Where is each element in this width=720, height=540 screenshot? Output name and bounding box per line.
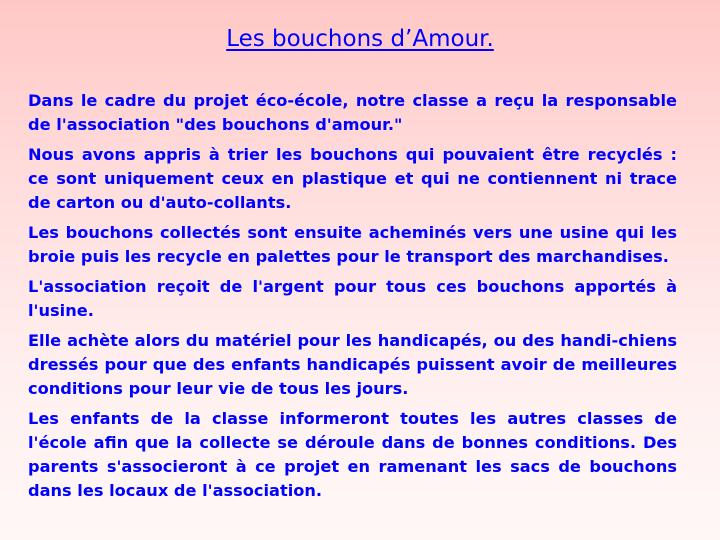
paragraph-1: Dans le cadre du projet éco-école, notre classe a reçu la responsable de l'association "des bouchons d'amour." <box>28 91 677 134</box>
slide-title: Les bouchons d’Amour. <box>226 26 494 52</box>
paragraph-4: L'association reçoit de l'argent pour tous ces bouchons apportés à l'usine. <box>28 277 677 320</box>
paragraph-2: Nous avons appris à trier les bouchons qui pouvaient être recyclés : ce sont uniquement ceux en plastique et qui ne contiennent ni trace de carton ou d'auto-collants. <box>28 145 677 212</box>
paragraph-3: Les bouchons collectés sont ensuite acheminés vers une usine qui les broie puis les recycle en palettes pour le transport des marchandises. <box>28 223 677 266</box>
paragraph-6: Les enfants de la classe informeront toutes les autres classes de l'école afin que la collecte se déroule dans de bonnes conditions. Des parents s'associeront à ce projet en ramenant les sacs de bouchons dans les locaux de l'association. <box>28 409 677 500</box>
paragraph-5: Elle achète alors du matériel pour les handicapés, ou des handi-chiens dressés pour que des enfants handicapés puissent avoir de meilleures conditions pour leur vie de tous les jours. <box>28 331 677 398</box>
slide-body <box>28 89 677 509</box>
